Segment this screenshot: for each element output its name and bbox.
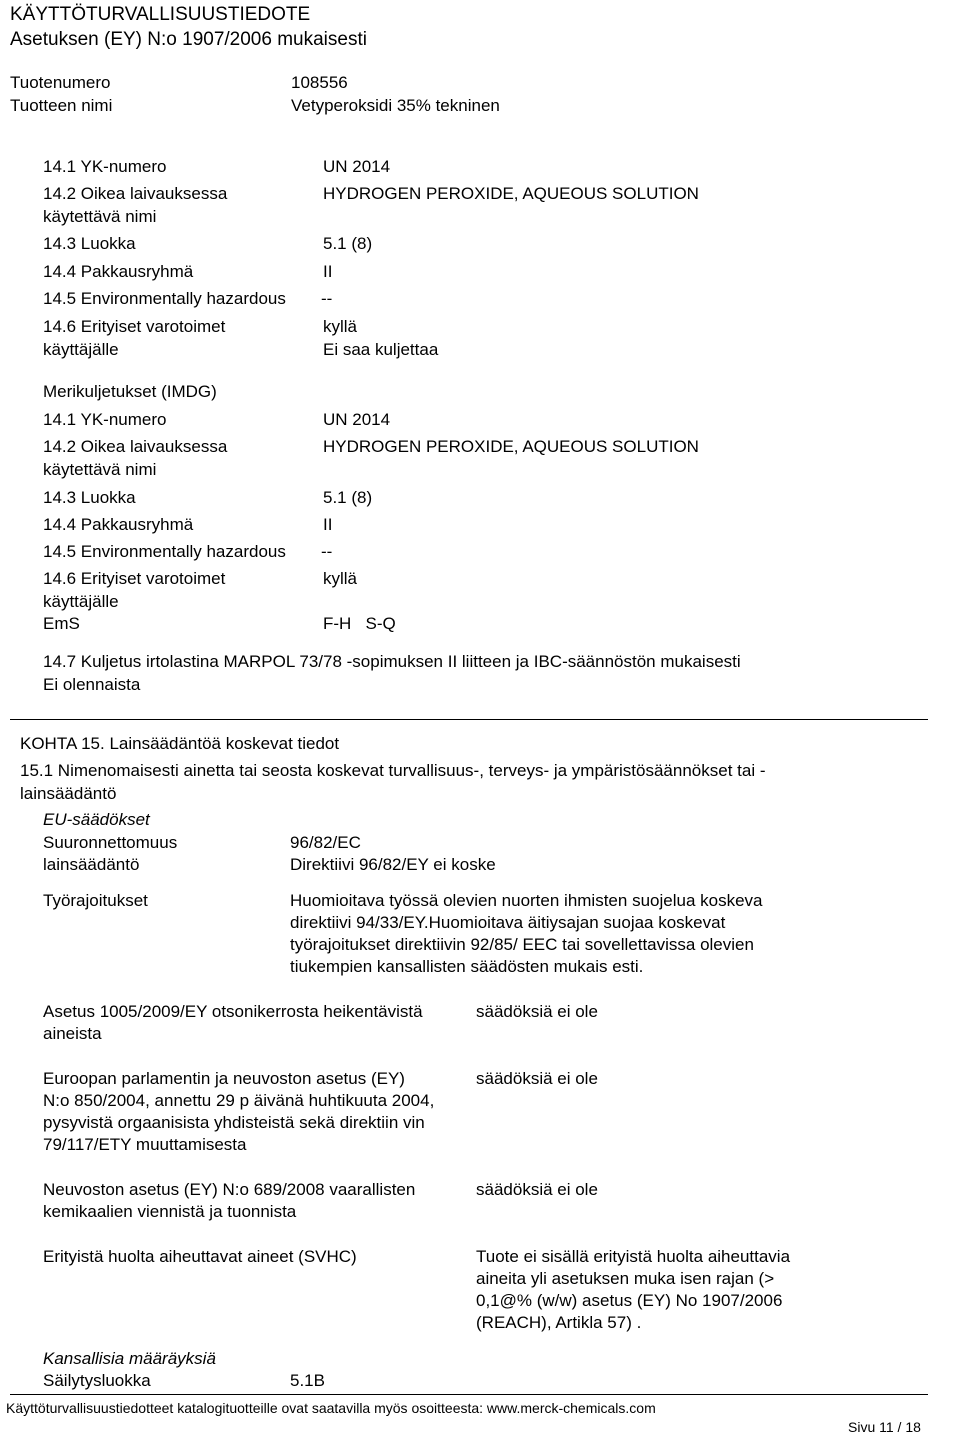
- class-value: 5.1 (8): [323, 234, 373, 253]
- ems-value: F-H S-Q: [323, 614, 396, 633]
- work-restrictions-line: työrajoitukset direktiivin 92/85/ EEC tai sovellettavissa olevien: [290, 935, 754, 954]
- pops-label-cont: pysyvistä orgaanisista yhdisteistä sekä direktiin vin: [43, 1113, 425, 1132]
- export-import-label: Neuvoston asetus (EY) N:o 689/2008 vaarallisten: [43, 1180, 416, 1199]
- imdg-un-number-value: UN 2014: [323, 410, 391, 429]
- env-hazard-value: --: [321, 289, 333, 308]
- work-restrictions-line: tiukempien kansallisten säädösten mukais esti.: [290, 957, 644, 976]
- footer-note: Käyttöturvallisuustiedotteet katalogituotteille ovat saatavilla myös osoitteesta: www.merck-chemicals.com: [6, 1400, 656, 1416]
- ems-label: EmS: [43, 614, 80, 633]
- product-number-label: Tuotenumero: [10, 73, 111, 92]
- marpol-value: Ei olennaista: [43, 675, 141, 694]
- document-title: KÄYTTÖTURVALLISUUSTIEDOTE: [10, 4, 311, 25]
- imdg-packing-group-label: 14.4 Pakkausryhmä: [43, 515, 194, 534]
- ozone-label-cont: aineista: [43, 1024, 102, 1043]
- imdg-class-label: 14.3 Luokka: [43, 488, 136, 507]
- imdg-shipping-name-label: 14.2 Oikea laivauksessa: [43, 437, 228, 456]
- ozone-value: säädöksiä ei ole: [476, 1002, 598, 1021]
- packing-group-value: II: [323, 262, 333, 281]
- imdg-class-value: 5.1 (8): [323, 488, 373, 507]
- imdg-env-hazard-value: --: [321, 542, 333, 561]
- storage-class-value: 5.1B: [290, 1371, 325, 1390]
- section-15-heading: KOHTA 15. Lainsäädäntöä koskevat tiedot: [20, 734, 340, 753]
- export-import-value: säädöksiä ei ole: [476, 1180, 598, 1199]
- svhc-value-line: (REACH), Artikla 57) .: [476, 1313, 642, 1332]
- seveso-value: 96/82/EC: [290, 833, 361, 852]
- svhc-value-line: aineita yli asetuksen muka isen rajan (>: [476, 1269, 775, 1288]
- shipping-name-label: 14.2 Oikea laivauksessa: [43, 184, 228, 203]
- imdg-precautions-value: kyllä: [323, 569, 358, 588]
- pops-value: säädöksiä ei ole: [476, 1069, 598, 1088]
- section-15-1-heading: 15.1 Nimenomaisesti ainetta tai seosta koskevat turvallisuus-, terveys- ja ympäristösäännökset tai -: [20, 761, 766, 780]
- section-divider: [10, 719, 928, 720]
- eu-regulations-heading: EU-säädökset: [43, 810, 150, 829]
- marpol-heading: 14.7 Kuljetus irtolastina MARPOL 73/78 -sopimuksen II liitteen ja IBC-säännöstön mukaisesti: [43, 652, 741, 671]
- un-number-label: 14.1 YK-numero: [43, 157, 167, 176]
- seveso-label-cont: lainsäädäntö: [43, 855, 140, 874]
- work-restrictions-label: Työrajoitukset: [43, 891, 148, 910]
- seveso-label: Suuronnettomuus: [43, 833, 178, 852]
- product-name-label: Tuotteen nimi: [10, 96, 113, 115]
- packing-group-label: 14.4 Pakkausryhmä: [43, 262, 194, 281]
- page-number: Sivu 11 / 18: [848, 1419, 921, 1435]
- product-name: Vetyperoksidi 35% tekninen: [291, 96, 500, 115]
- precautions-value: kyllä: [323, 317, 358, 336]
- ozone-label: Asetus 1005/2009/EY otsonikerrosta heikentävistä: [43, 1002, 423, 1021]
- export-import-label-cont: kemikaalien viennistä ja tuonnista: [43, 1202, 297, 1221]
- precautions-label-cont: käyttäjälle: [43, 340, 119, 359]
- precautions-value-cont: Ei saa kuljettaa: [323, 340, 439, 359]
- imdg-shipping-name-value: HYDROGEN PEROXIDE, AQUEOUS SOLUTION: [323, 437, 699, 456]
- pops-label: Euroopan parlamentin ja neuvoston asetus (EY): [43, 1069, 405, 1088]
- footer-divider: [10, 1394, 928, 1395]
- svhc-value-line: 0,1@% (w/w) asetus (EY) No 1907/2006: [476, 1291, 783, 1310]
- pops-label-cont: N:o 850/2004, annettu 29 p äivänä huhtikuuta 2004,: [43, 1091, 435, 1110]
- document-subtitle: Asetuksen (EY) N:o 1907/2006 mukaisesti: [10, 29, 367, 50]
- shipping-name-label-cont: käytettävä nimi: [43, 207, 157, 226]
- env-hazard-label: 14.5 Environmentally hazardous: [43, 289, 286, 308]
- imdg-precautions-label-cont: käyttäjälle: [43, 592, 119, 611]
- storage-class-label: Säilytysluokka: [43, 1371, 151, 1390]
- svhc-label: Erityistä huolta aiheuttavat aineet (SVHC): [43, 1247, 357, 1266]
- imdg-env-hazard-label: 14.5 Environmentally hazardous: [43, 542, 286, 561]
- work-restrictions-line: Huomioitava työssä olevien nuorten ihmisten suojelua koskeva: [290, 891, 763, 910]
- imdg-heading: Merikuljetukset (IMDG): [43, 382, 217, 401]
- section-15-1-heading-cont: lainsäädäntö: [20, 784, 117, 803]
- un-number-value: UN 2014: [323, 157, 391, 176]
- work-restrictions-line: direktiivi 94/33/EY.Huomioitava äitiysajan suojaa koskevat: [290, 913, 726, 932]
- imdg-packing-group-value: II: [323, 515, 333, 534]
- shipping-name-value: HYDROGEN PEROXIDE, AQUEOUS SOLUTION: [323, 184, 699, 203]
- seveso-value-cont: Direktiivi 96/82/EY ei koske: [290, 855, 496, 874]
- imdg-un-number-label: 14.1 YK-numero: [43, 410, 167, 429]
- svhc-value-line: Tuote ei sisällä erityistä huolta aiheuttavia: [476, 1247, 791, 1266]
- precautions-label: 14.6 Erityiset varotoimet: [43, 317, 226, 336]
- imdg-precautions-label: 14.6 Erityiset varotoimet: [43, 569, 226, 588]
- class-label: 14.3 Luokka: [43, 234, 136, 253]
- national-regulations-heading: Kansallisia määräyksiä: [43, 1349, 216, 1368]
- product-number: 108556: [291, 73, 348, 92]
- imdg-shipping-name-label-cont: käytettävä nimi: [43, 460, 157, 479]
- pops-label-cont: 79/117/ETY muuttamisesta: [43, 1135, 247, 1154]
